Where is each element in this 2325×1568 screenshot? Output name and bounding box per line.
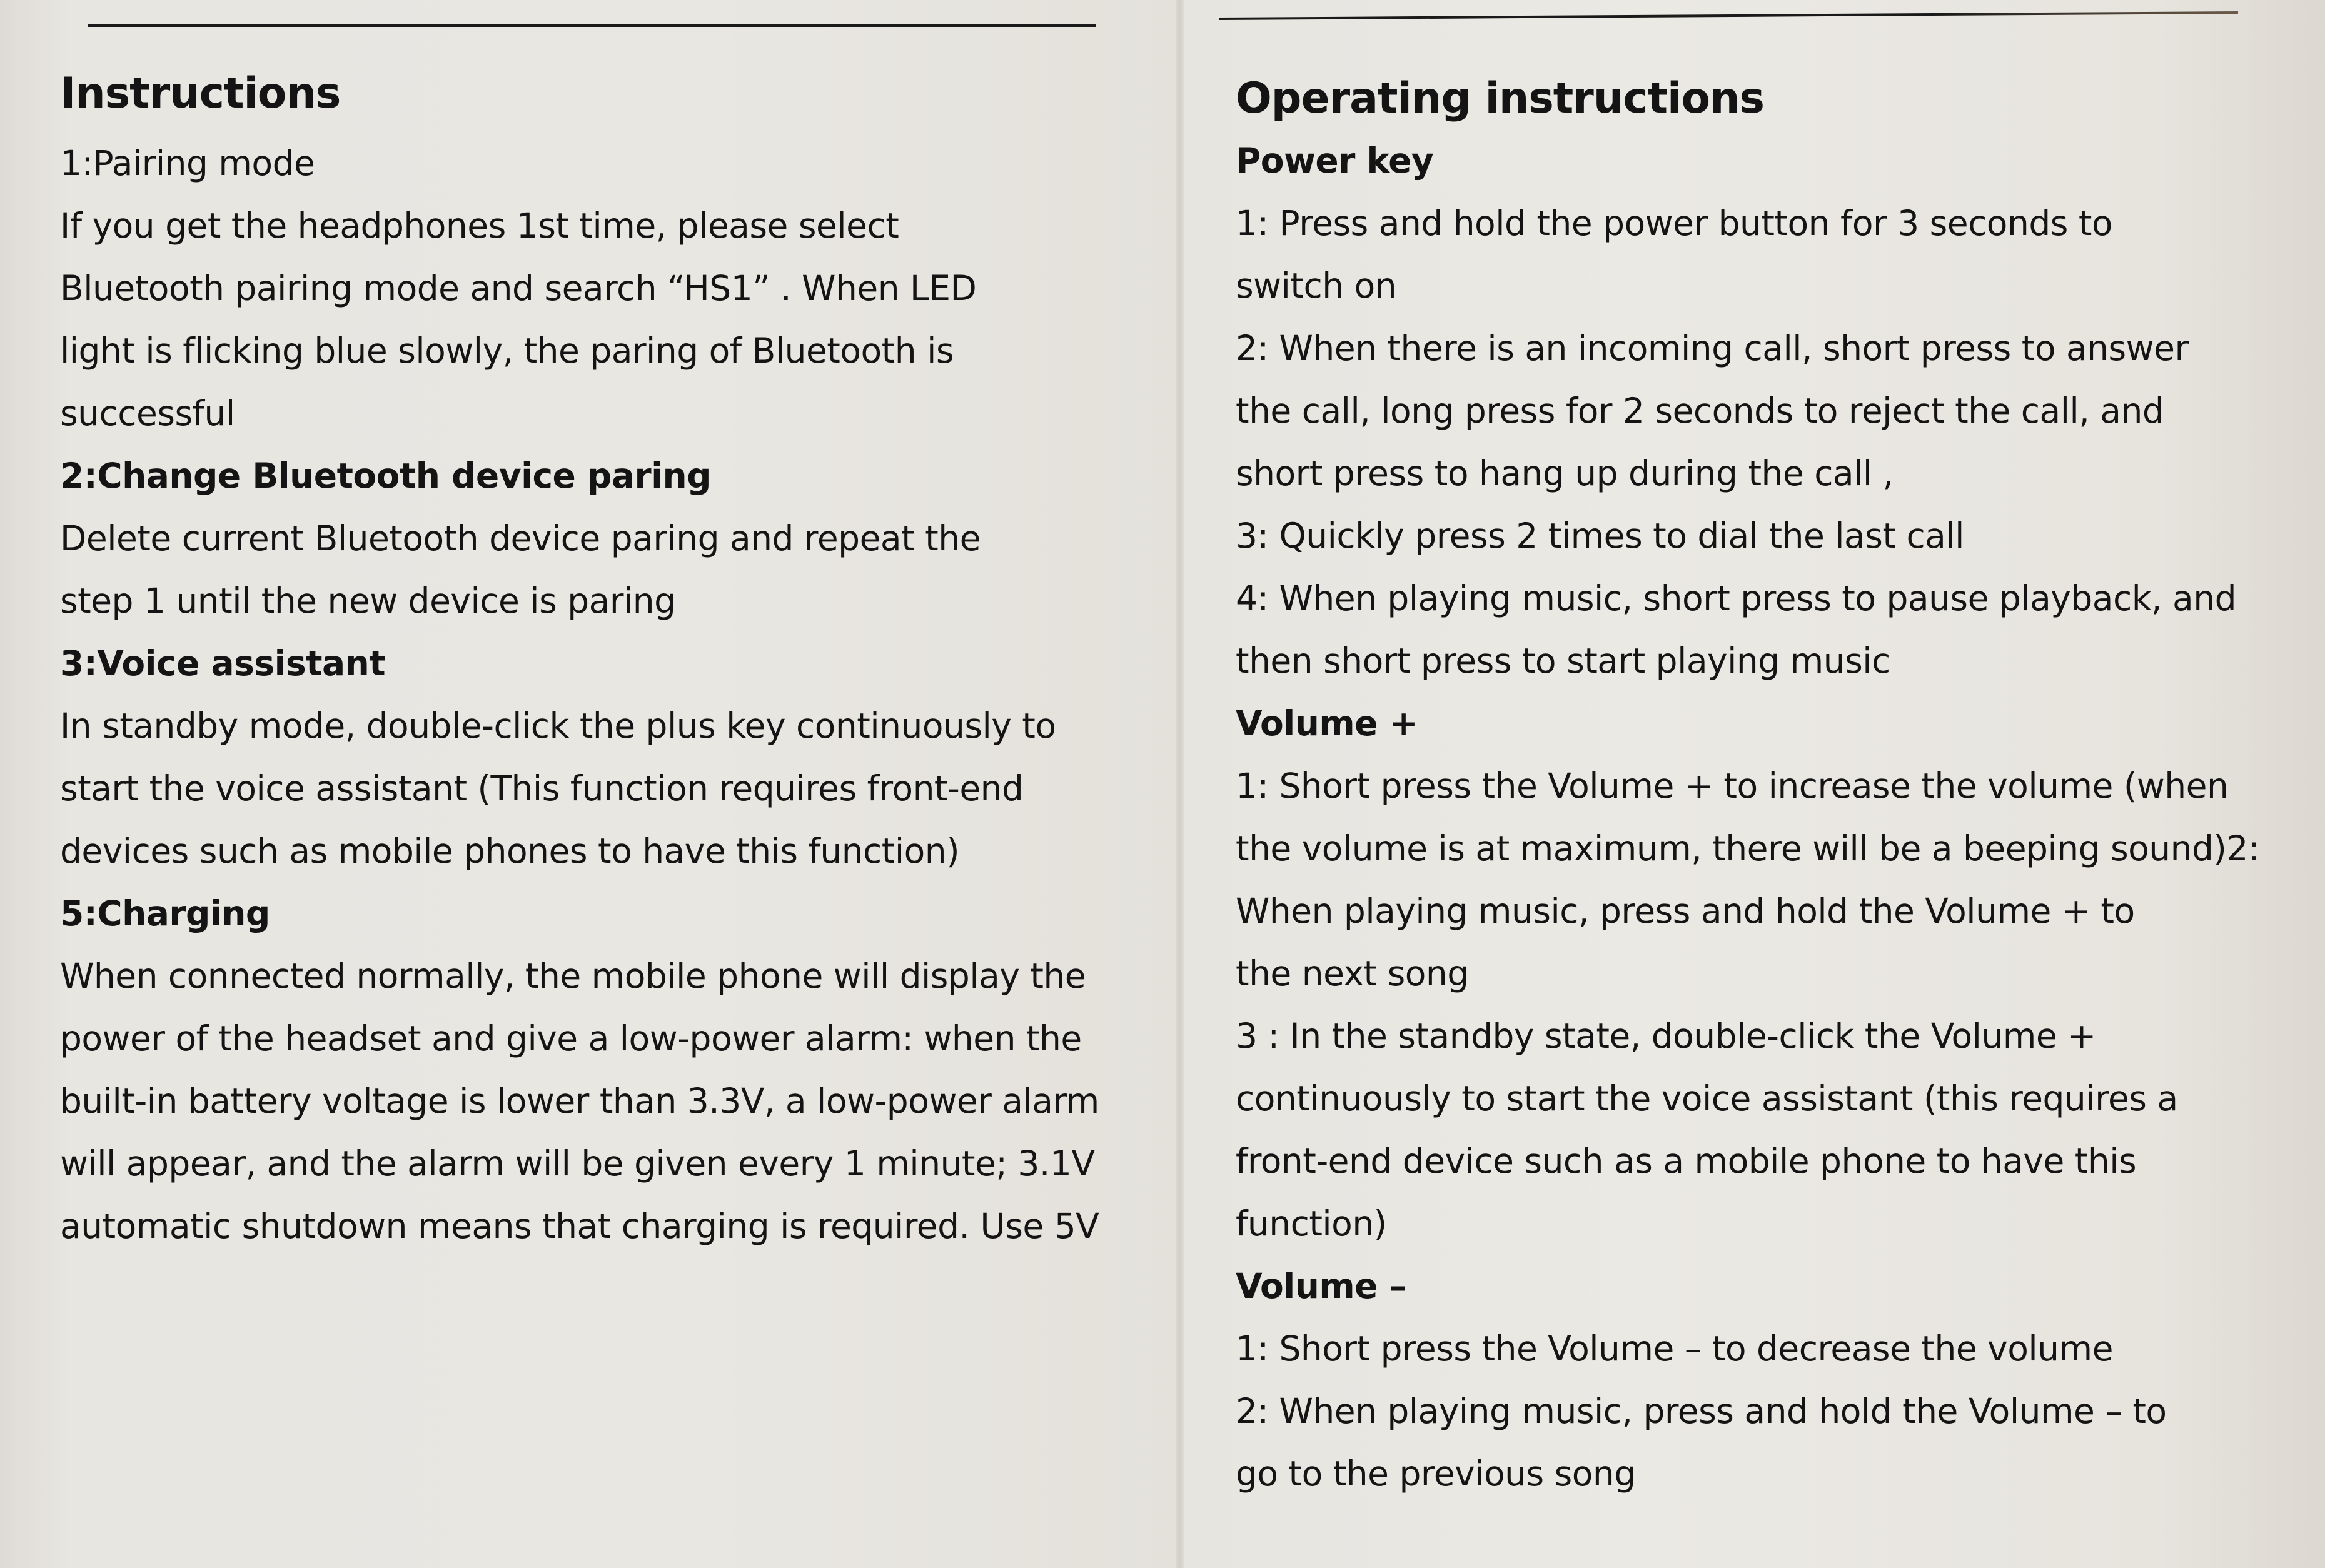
section-heading: 2:Change Bluetooth device paring — [60, 456, 711, 496]
text-line: If you get the headphones 1st time, please select — [60, 206, 899, 246]
text-line: step 1 until the new device is paring — [60, 581, 676, 621]
text-line: light is flicking blue slowly, the paring of Bluetooth is — [60, 331, 954, 371]
text-line: then short press to start playing music — [1236, 641, 1890, 681]
text-line: Delete current Bluetooth device paring and repeat the — [60, 518, 981, 558]
text-line: built-in battery voltage is lower than 3.3V, a low-power alarm — [60, 1081, 1099, 1121]
text-line: front-end device such as a mobile phone to have this — [1236, 1141, 2137, 1181]
right-page-content — [1236, 74, 2325, 1505]
text-line: devices such as mobile phones to have this function) — [60, 831, 960, 871]
top-rule — [88, 24, 1096, 27]
page-title: Instructions — [60, 69, 341, 118]
text-line: automatic shutdown means that charging is required. Use 5V — [60, 1206, 1099, 1246]
text-line: 3: Quickly press 2 times to dial the last call — [1236, 516, 1964, 556]
section-heading: Volume – — [1236, 1266, 1406, 1306]
text-line: 1: Short press the Volume + to increase the volume (when — [1236, 766, 2229, 806]
text-line: 1: Press and hold the power button for 3 seconds to — [1236, 203, 2113, 243]
text-line: go to the previous song — [1236, 1454, 1636, 1494]
text-line: 4: When playing music, short press to pause playback, and — [1236, 578, 2236, 618]
text-line: In standby mode, double-click the plus key continuously to — [60, 706, 1056, 746]
text-line: will appear, and the alarm will be given every 1 minute; 3.1V — [60, 1143, 1095, 1184]
text-line: 2: When there is an incoming call, short press to answer — [1236, 328, 2189, 368]
section-heading: 3:Voice assistant — [60, 643, 386, 683]
text-line: the call, long press for 2 seconds to reject the call, and — [1236, 391, 2164, 431]
text-line: 1: Short press the Volume – to decrease the volume — [1236, 1329, 2113, 1369]
left-page-content — [60, 69, 1136, 1257]
text-line: function) — [1236, 1204, 1387, 1244]
text-line: continuously to start the voice assistant (this requires a — [1236, 1078, 2178, 1118]
text-line: power of the headset and give a low-power alarm: when the — [60, 1018, 1082, 1058]
text-line: 1:Pairing mode — [60, 143, 315, 183]
text-line: the next song — [1236, 953, 1469, 993]
text-line: 3 : In the standby state, double-click the Volume + — [1236, 1016, 2096, 1056]
page-fold — [1176, 0, 1184, 1568]
top-rule — [1219, 11, 2238, 20]
instruction-lines — [60, 132, 1136, 1257]
text-line: short press to hang up during the call , — [1236, 453, 1894, 493]
text-line: start the voice assistant (This function requires front-end — [60, 768, 1024, 808]
section-heading: 5:Charging — [60, 893, 270, 933]
text-line: successful — [60, 393, 235, 433]
text-line: switch on — [1236, 266, 1397, 306]
instruction-lines — [1236, 129, 2325, 1505]
page-title: Operating instructions — [1236, 74, 1764, 123]
section-heading: Power key — [1236, 141, 1434, 181]
text-line: When playing music, press and hold the Volume + to — [1236, 891, 2135, 931]
text-line: 2: When playing music, press and hold the Volume – to — [1236, 1391, 2167, 1431]
section-heading: Volume + — [1236, 703, 1418, 743]
right-page — [1184, 0, 2325, 1568]
text-line: Bluetooth pairing mode and search “HS1” . When LED — [60, 268, 977, 308]
text-line: the volume is at maximum, there will be a beeping sound)2: — [1236, 828, 2259, 868]
text-line: When connected normally, the mobile phone will display the — [60, 956, 1086, 996]
